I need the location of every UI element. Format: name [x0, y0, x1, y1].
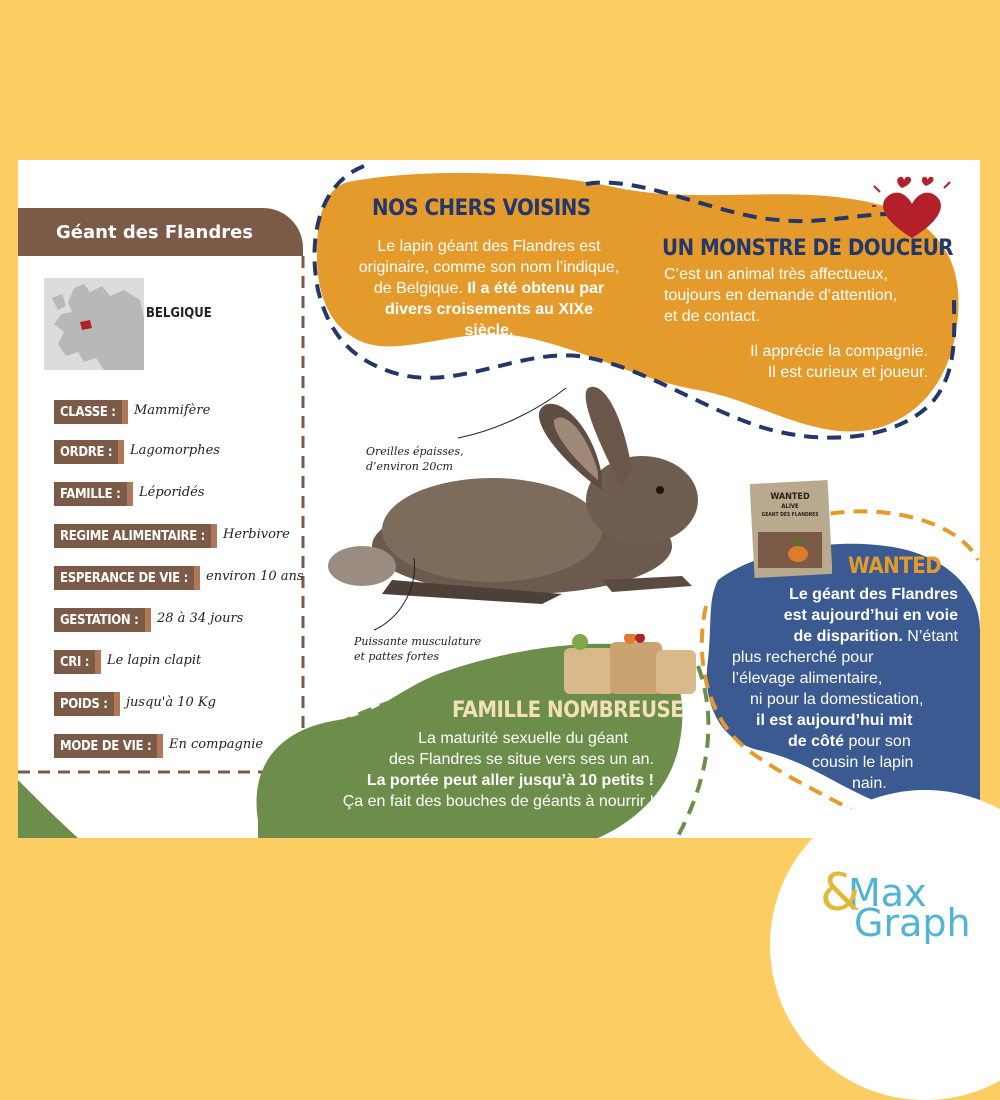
- logo: & Max Graph: [820, 863, 971, 945]
- fact-value: Léporidés: [139, 485, 205, 500]
- fact-value: Lagomorphes: [130, 443, 220, 458]
- fact-value: environ 10 ans: [206, 569, 304, 584]
- famille-title: FAMILLE NOMBREUSE: [452, 698, 684, 723]
- fact-value: jusqu'à 10 Kg: [126, 695, 216, 710]
- fact-label: POIDS :: [54, 692, 114, 716]
- fact-value: 28 à 34 jours: [157, 611, 244, 626]
- country-label: BELGIQUE: [146, 306, 212, 321]
- fact-value: Herbivore: [223, 527, 290, 542]
- douceur-title: UN MONSTRE DE DOUCEUR: [662, 236, 954, 261]
- wanted-text: Le géant des Flandres est aujourd’hui en voie de disparition. N’étant plus recherché pour l’élevage alimentaire, ni pour la domestication, il est aujourd’hui mit de côté pour son cousin le lapin nain.: [732, 586, 958, 792]
- fact-label: CRI :: [54, 650, 95, 674]
- fact-value: Le lapin clapit: [107, 653, 202, 668]
- wanted-poster-text: WANTED ALIVE GEANT DES FLANDRES: [761, 492, 819, 518]
- fact-label: ORDRE :: [54, 440, 118, 464]
- fact-label: REGIME ALIMENTAIRE :: [54, 524, 211, 548]
- voisins-text: Le lapin géant des Flandres est originaire, comme son nom l’indique, de Belgique. Il a été obtenu par divers croisements au XIXe siècle.: [358, 238, 620, 339]
- fact-value: En compagnie: [169, 737, 264, 752]
- fact-label: GESTATION :: [54, 608, 145, 632]
- voisins-title: NOS CHERS VOISINS: [372, 196, 591, 221]
- fact-value: Mammifère: [134, 403, 211, 418]
- fact-label: CLASSE :: [54, 400, 122, 424]
- infographic-card: [18, 160, 980, 838]
- page-title: Géant des Flandres: [18, 208, 303, 256]
- douceur-text: C’est un animal très affectueux, toujours en demande d’attention, et de contact. Il apprécie la compagnie. Il est curieux et joueur.: [664, 266, 928, 381]
- fact-label: MODE DE VIE :: [54, 734, 157, 758]
- famille-text: La maturité sexuelle du géant des Flandres se situe vers ses un an. La portée peut aller jusqu’à 10 petits ! Ça en fait des bouches de géants à nourrir !: [342, 730, 654, 810]
- wanted-title: WANTED: [848, 554, 942, 579]
- vegetable-bags-icon: [560, 634, 700, 696]
- fact-label: ESPERANCE DE VIE :: [54, 566, 194, 590]
- caption-muscles: Puissante musculature et pattes fortes: [354, 635, 482, 663]
- caption-ears: Oreilles épaisses, d’environ 20cm: [366, 445, 464, 473]
- fact-label: FAMILLE :: [54, 482, 127, 506]
